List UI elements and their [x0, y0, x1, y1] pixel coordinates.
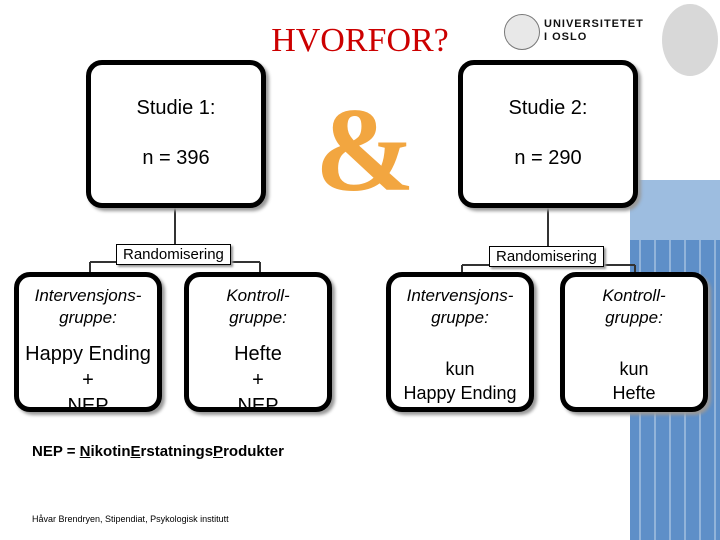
study-2-box: [458, 60, 638, 208]
logo-line1: UNIVERSITETET: [544, 18, 644, 30]
study-1-intervention-group: [14, 272, 162, 417]
study-2-randomization-label: Randomisering: [489, 246, 604, 267]
slide-title: HVORFOR?: [271, 22, 449, 59]
study-1-randomization-label: Randomisering: [116, 244, 231, 265]
nep-rest-n: ikotin: [90, 443, 131, 460]
study-2-intervention-group: [386, 272, 534, 412]
study-1-box: [86, 60, 266, 208]
nep-prefix: NEP =: [32, 443, 80, 460]
group-heading: Intervensjons- gruppe:: [406, 286, 514, 327]
group-heading: Kontroll- gruppe:: [602, 286, 666, 327]
study-1-control-group: [184, 272, 332, 417]
group-heading: Kontroll- gruppe:: [226, 286, 290, 327]
nep-initial-p: P: [213, 443, 224, 460]
group-content: kun Hefte: [612, 359, 656, 403]
study-2-sample-size: n = 290: [514, 147, 582, 169]
group-content: Happy Ending + NEP: [25, 343, 151, 417]
study-2-control-group: [560, 272, 708, 412]
group-content: Hefte + NEP: [234, 343, 282, 417]
nep-initial-e: E: [130, 443, 141, 460]
nep-rest-p: rodukter: [223, 443, 284, 460]
group-heading: Intervensjons- gruppe:: [34, 286, 142, 327]
footer-credit: Håvar Brendryen, Stipendiat, Psykologisk institutt: [32, 514, 229, 524]
nep-initial-n: N: [79, 443, 91, 460]
study-1-sample-size: n = 396: [142, 147, 210, 169]
study-1-label: Studie 1:: [136, 97, 216, 119]
group-content: kun Happy Ending: [403, 359, 517, 403]
ampersand-symbol: &: [315, 83, 415, 216]
logo-line2: I OSLO: [544, 31, 588, 43]
nep-rest-e: rstatnings: [140, 443, 214, 460]
nep-definition: [32, 443, 284, 460]
study-2-label: Studie 2:: [508, 97, 588, 119]
